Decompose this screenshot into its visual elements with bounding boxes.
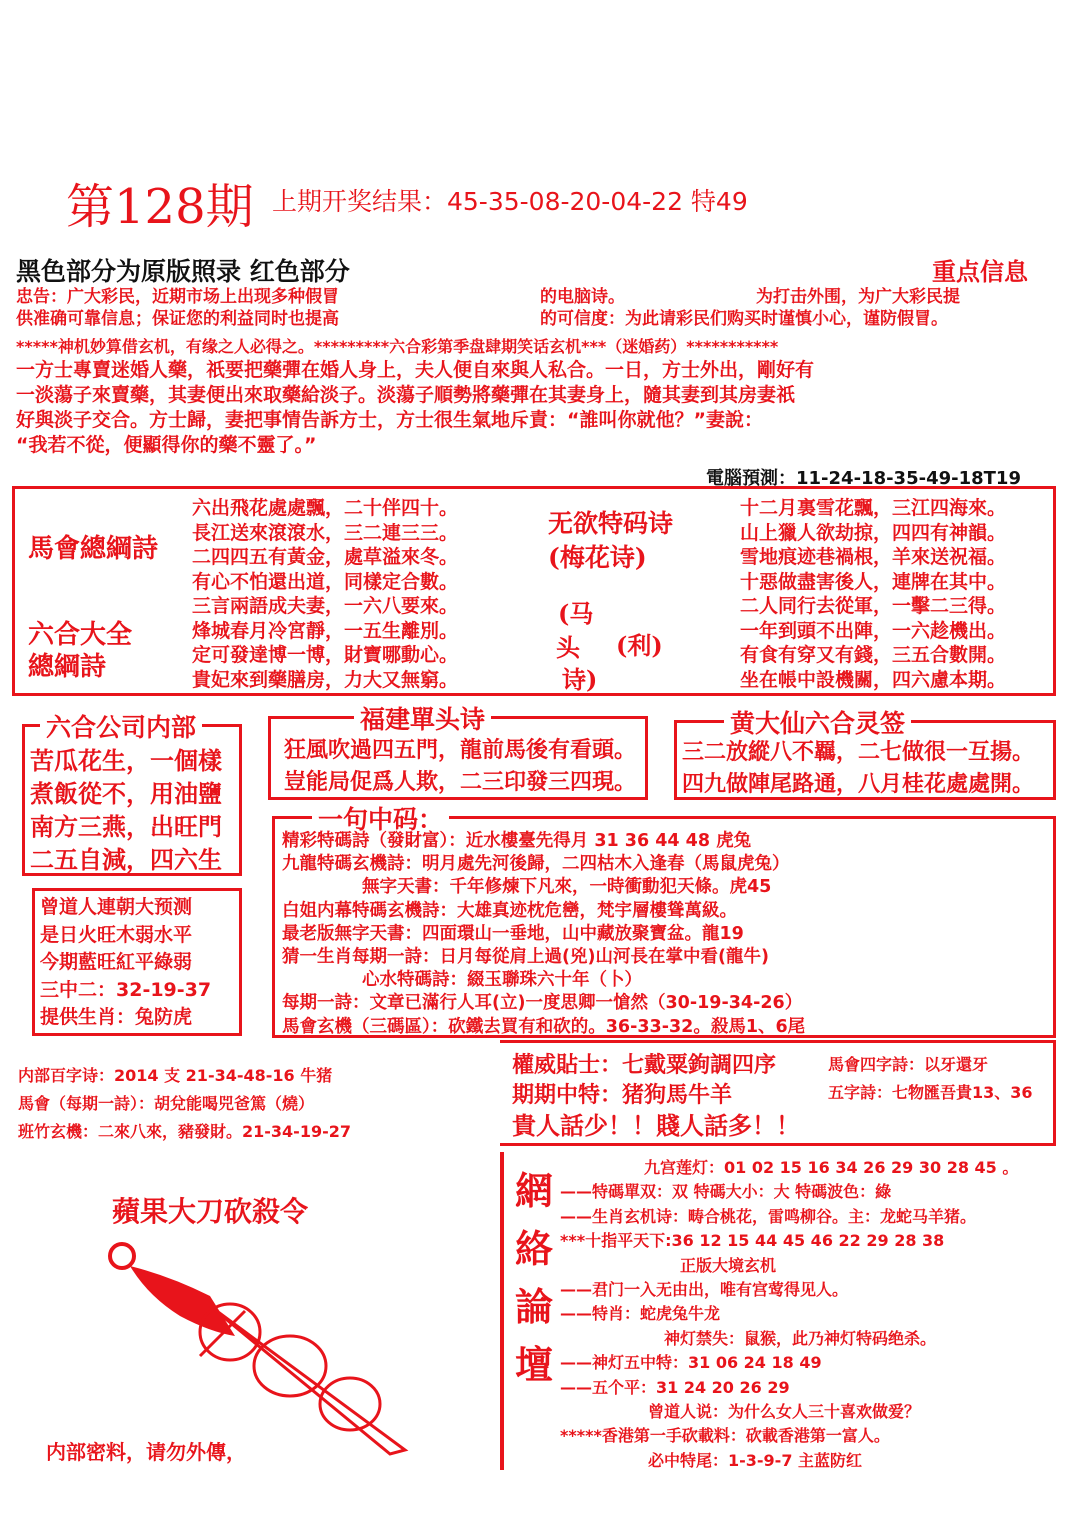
poem-label-main: 馬會總綱詩 [28,534,159,564]
poem-line: 二人同行去從軍，一擊二三得。 [740,595,1007,617]
company-line: 煮飯從不，用油鹽 [30,779,222,808]
daoren-line: 三中二：32-19-37 [40,978,212,1001]
poem-mid-label-2: (梅花诗) [548,543,647,572]
joke-line: 好與淡子交合。方士歸，妻把事情告訴方士，方士很生氣地斥責：“誰叫你就他？”妻說： [16,409,763,431]
huang-line: 三二放縱八不羈，二七做很一互揚。 [682,739,1035,765]
fujian-lines [284,734,636,798]
forum-line: ——五个平：31 24 20 26 29 [560,1377,790,1397]
fujian-line: 狂風吹過四五門，龍前馬後有看頭。 [284,737,637,763]
forum-line: 曾道人说：为什么女人三十喜欢做爱？ [648,1402,921,1422]
yiju-line: 九龍特碼玄機詩：明月處先河後歸，二四枯木入逢春（馬鼠虎兔） [282,854,790,875]
joke-title: *****神机妙算借玄机，有缘之人必得之。*********六合彩第季盘肆期笑话玄机***（迷婚药）*********** [16,337,779,356]
forum-label-char: 絡 [514,1226,553,1271]
neibu-line: 内部百字诗：2014 支 21-34-48-16 牛猪 [18,1066,333,1085]
company-title: 六合公司内部 [40,708,202,744]
forum-line: 必中特尾：1-3-9-7 主蓝防红 [648,1450,863,1470]
poem-label-liuhe: 六合大全 [28,620,133,650]
neibu-line: 班竹玄機：二來八來，豬發財。21-34-19-27 [18,1122,351,1141]
tips-line1b: 馬會四字詩：以牙還牙 [828,1055,989,1074]
notice-line2b: 的可信度：为此请彩民们购买时谨慎小心，谨防假冒。 [540,309,948,329]
poem-line: 貴妃來到藥膳房，力大又無窮。 [192,668,459,691]
tips-slogan: 貴人話少！！賤人話多！！ [512,1111,800,1140]
forum-lines [560,1156,1018,1473]
daoren-line: 是日火旺木弱水平 [40,923,193,946]
joke-line: “我若不從，便顯得你的藥不靈了。” [16,434,317,456]
joke-line: 一淡蕩子來賣藥，其妻便出來取藥給淡子。淡蕩子順勢將藥彈在其妻身上，隨其妻到其房妻祇 [16,384,796,406]
forum-line: 九宫莲灯：01 02 15 16 34 26 29 30 28 45 。 [644,1158,1019,1177]
neibu-line: 馬會（每期一詩）：胡兌能喝兕爸篤（燒） [18,1094,315,1113]
notice-line1a: 忠告：广大彩民，近期市场上出现多种假冒 [16,287,339,307]
company-line: 苦瓜花生，一個樣 [30,746,222,775]
notice-left-title: 黑色部分为原版照录 红色部分 [16,257,350,286]
sword-emblem-icon [60,1236,440,1456]
daoren-line: 曾道人連朝大预测 [40,896,193,918]
poem-line: 山上獵人欲劫掠，四四有神韻。 [740,521,1007,544]
poem-line: 一年到頭不出陣，一六趁機出。 [740,619,1007,642]
poem-mid-label-3: (马 [558,599,594,628]
yiju-line: 精彩特碼詩（發財富）：近水樓臺先得月 31 36 44 48 虎兔 [282,831,752,851]
poem-mid-label-6: (利) [616,631,663,660]
forum-rule [500,1152,504,1470]
yiju-line: 最老版無字天書：四面環山一垂地，山中藏放聚寶盆。龍19 [282,923,744,944]
forum-label-char: 網 [514,1168,553,1213]
neibu-lines [18,1062,351,1146]
poem-line: 十惡做盡害後人，連牌在其中。 [740,570,1007,593]
notice-line1b: 的电脑诗。 [540,287,625,307]
poem-line: 有食有穿又有錢，三五合數開。 [740,644,1007,666]
yiju-line: 每期一詩：文章已滿行人耳(立)一度思卿一愴然（30-19-34-26） [282,993,803,1014]
poem-line: 有心不怕還出道，同樣定合數。 [192,570,459,593]
daoren-lines [40,894,211,1032]
joke-text [16,358,1064,458]
yiju-line: 馬會玄機（三碼區）：砍鐵去買有和砍的。36-33-32。殺馬1、6尾 [282,1016,806,1037]
yiju-line: 心水特碼詩：綴玉聯珠六十年（卜） [362,970,642,991]
poem-line: 十二月裏雪花飄，三江四海來。 [740,497,1007,519]
poem-mid-label-1: 无欲特码诗 [548,509,674,538]
poem-line: 坐在帳中設機關，四六慮本期。 [740,668,1007,691]
forum-line: ——君门一入无由出，唯有宫莺得见人。 [560,1280,849,1300]
huang-line: 四九做陣尾路通，八月桂花處處開。 [682,771,1035,797]
forum-line: 神灯禁失：鼠猴，此乃神灯特码绝杀。 [664,1328,937,1348]
company-line: 南方三燕，出旺門 [30,812,222,841]
notice-line1c: 为打击外围，为广大彩民提 [756,287,960,307]
forum-label [512,1162,556,1394]
daoren-line: 提供生肖：兔防虎 [40,1006,193,1028]
poem-lines-a [192,496,458,692]
forum-line: ***十指平天下:36 12 15 44 45 46 22 29 28 38 [560,1231,945,1251]
joke-line: 一方士專賣迷婚人藥，祇要把藥彈在婚人身上，夫人便自來與人私合。一日，方士外出，剛好有 [16,359,815,381]
yiju-line: 猜一生肖每期一詩：日月每從肩上過(兇)山河長在掌中看(龍牛) [282,947,769,968]
poem-lines-b [740,496,1006,692]
forum-line: ——特肖：蛇虎兔牛龙 [560,1304,721,1324]
poem-mid-label-5: 诗) [562,665,598,694]
forum-line: 正版大境玄机 [680,1255,777,1275]
company-lines [30,744,222,876]
last-result: 上期开奖结果：45-35-08-20-04-22 特49 [272,187,748,216]
apple-title: 蘋果大刀砍殺令 [112,1195,309,1228]
poem-line: 二四四五有黃金，處草溢來冬。 [192,546,459,568]
poem-line: 三言兩語成夫妻，一六八要來。 [192,595,459,617]
forum-label-char: 論 [514,1284,553,1329]
yiju-lines [282,830,805,1039]
poem-line: 六出飛花處處飄，二十伴四十。 [192,497,459,519]
yiju-line: 無字天書：千年修煉下凡來，一時衝動犯天條。虎45 [362,877,772,898]
tips-line1a: 權威貼士：七戴粟鉤調四序 [512,1052,777,1078]
poem-label-zonggang: 總綱詩 [28,652,107,682]
apple-footer: 内部密料，请勿外傳， [46,1440,246,1464]
poem-line: 烽城春月冷宮靜，一五生離別。 [192,619,459,642]
poem-mid-label-4: 头 [556,633,580,662]
daoren-line: 今期藍旺紅平綠弱 [40,951,193,973]
forum-line: ——特碼單双：双 特碼大小：大 特碼波色：綠 [560,1182,892,1202]
tips-line2a: 期期中特：猪狗馬牛羊 [512,1082,733,1108]
poem-line: 定可發達博一博，財寶哪動心。 [192,644,459,666]
tips-line2b: 五字詩：七物匯吾貴13、36 [828,1083,1033,1102]
poem-line: 長江送來滾滾水，三二連三三。 [192,521,459,544]
yiju-title: 一句中码： [312,800,449,836]
huang-lines [682,736,1034,800]
notice-line2a: 供准确可靠信息；保证您的利益同时也提高 [16,309,339,329]
forum-line: ——神灯五中特：31 06 24 18 49 [560,1353,822,1373]
forum-label-char: 壇 [514,1342,553,1387]
huang-title: 黄大仙六合灵签 [724,704,911,740]
forum-line: *****香港第一手砍載料：砍載香港第一富人。 [560,1426,890,1446]
company-line: 二五自減，四六生 [30,845,222,874]
fujian-title: 福建單头诗 [354,700,491,736]
poem-line: 雪地痕迹巷禍根，羊來送祝福。 [740,546,1007,568]
fujian-line: 豈能局促爲人欺，二三印發三四現。 [284,769,637,795]
issue-number: 第128期 [66,179,254,235]
computer-prediction: 電腦預測：11-24-18-35-49-18T19 [706,468,1021,489]
yiju-line: 白姐内幕特碼玄機詩：大雄真迹枕危巒，梵宇層樓聳萬級。 [282,900,737,921]
forum-line: ——生肖玄机诗：畴合桃花，雷鸣柳谷。主：龙蛇马羊猪。 [560,1206,977,1226]
notice-right-title: 重点信息 [932,258,1028,286]
